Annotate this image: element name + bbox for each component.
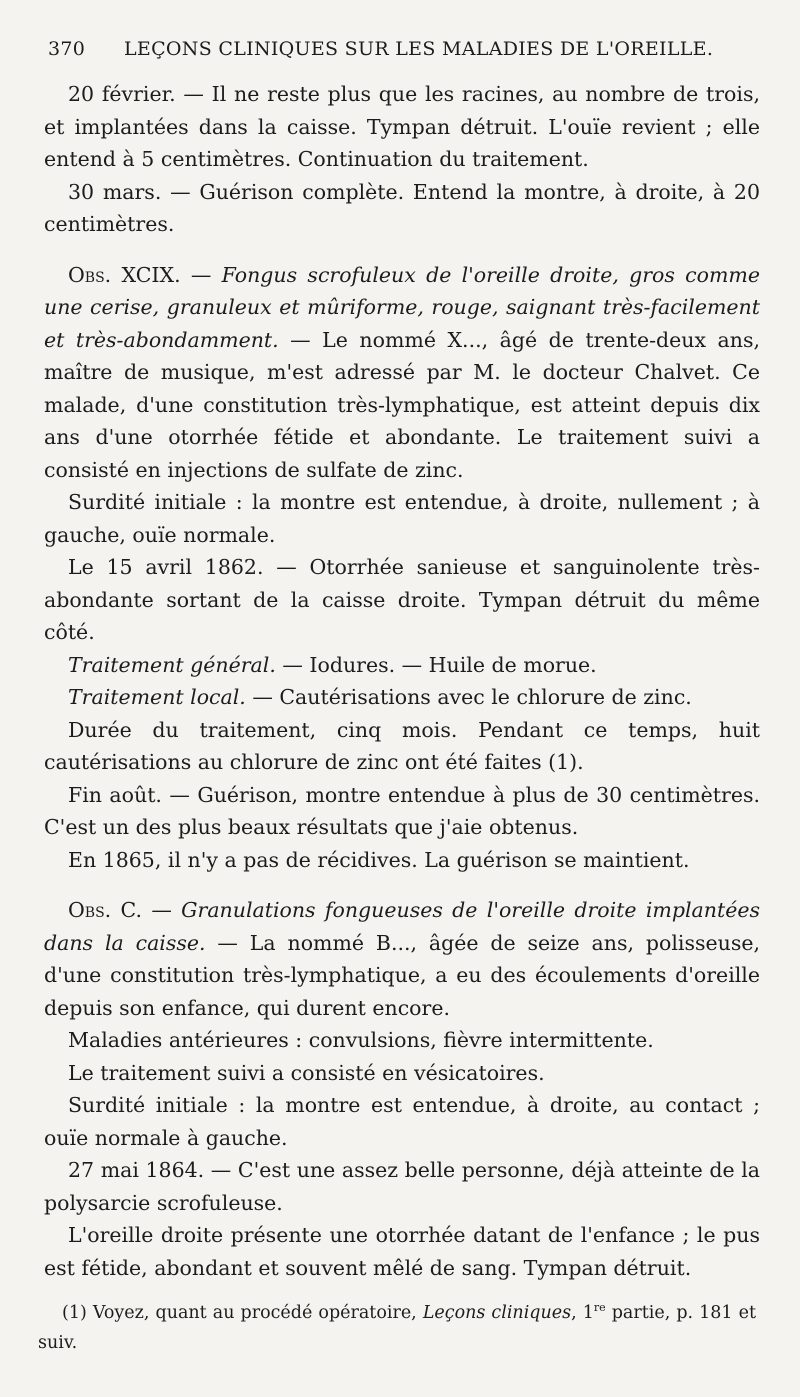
page-body <box>44 78 760 1284</box>
footnote-superscript: re <box>593 1301 606 1315</box>
footnote-text <box>38 1298 756 1358</box>
paragraph: Fin août. — Guérison, montre entendue à plus de 30 centimètres. C'est un des plus beaux résultats que j'aie obtenus. <box>44 782 760 839</box>
paragraph: Surdité initiale : la montre est entendue, à droite, nullement ; à gauche, ouïe normale. <box>44 490 760 547</box>
observation-text: — Le nommé X..., âgé de trente-deux ans, maître de musique, m'est adressé par M. le docteur Chalvet. Ce malade, d'une constitution très-lymphatique, est atteint depuis dix ans d'une otorrhée fétide et abondante. Le traitement suivi a consisté en injections de sulfate de zinc. <box>44 327 760 482</box>
footnote-mid: , 1 <box>571 1303 594 1323</box>
treatment-text: — Cautérisations avec le chlorure de zinc. <box>245 685 692 709</box>
paragraph: Durée du traitement, cinq mois. Pendant ce temps, huit cautérisations au chlorure de zinc ont été faites (1). <box>44 717 760 774</box>
paragraph: L'oreille droite présente une otorrhée datant de l'enfance ; le pus est fétide, abondant et souvent mêlé de sang. Tympan détruit. <box>44 1223 760 1280</box>
paragraph: 27 mai 1864. — C'est une assez belle personne, déjà atteinte de la polysarcie scrofuleuse. <box>44 1158 760 1215</box>
paragraph: En 1865, il n'y a pas de récidives. La guérison se maintient. <box>68 847 690 872</box>
running-title: LEÇONS CLINIQUES SUR LES MALADIES DE L'OREILLE. <box>124 38 714 60</box>
observation-100 <box>44 894 760 1024</box>
observation-title: Granulations fongueuses de l'oreille droite implantées dans la caisse. <box>44 898 760 955</box>
paragraph: 20 février. — Il ne reste plus que les racines, au nombre de trois, et implantées dans la caisse. Tympan détruit. L'ouïe revient ; elle entend à 5 centimètres. Continuation du traitement. <box>44 82 760 171</box>
footnote <box>38 1298 756 1358</box>
footnote-book-title: Leçons cliniques <box>422 1303 572 1323</box>
paragraph: 30 mars. — Guérison complète. Entend la montre, à droite, à 20 centimètres. <box>44 179 760 236</box>
treatment-label: Traitement local. <box>68 685 246 709</box>
paragraph: Surdité initiale : la montre est entendue, à droite, au contact ; ouïe normale à gauche. <box>44 1093 760 1150</box>
treatment-label: Traitement général. <box>68 652 276 677</box>
page-number: 370 <box>48 38 86 60</box>
paragraph: Maladies antérieures : convulsions, fièvre intermittente. <box>68 1028 654 1052</box>
observation-text: — La nommé B..., âgée de seize ans, polisseuse, d'une constitution très-lymphatique, a eu des écoulements d'oreille depuis son enfance, qui durent encore. <box>44 930 760 1020</box>
observation-title: Fongus scrofuleux de l'oreille droite, gros comme une cerise, granuleux et mûriforme, rouge, saignant très-facilement et très-abondamment. <box>44 262 760 352</box>
observation-label: Obs. XCIX. <box>68 262 181 287</box>
paragraph <box>44 649 760 682</box>
treatment-text: — Iodures. — Huile de morue. <box>275 652 597 677</box>
footnote-pre: (1) Voyez, quant au procédé opératoire, <box>62 1303 423 1323</box>
separator: — <box>180 262 222 287</box>
footnote-post: partie, p. 181 et suiv. <box>38 1303 756 1353</box>
paragraph <box>44 681 760 714</box>
observation-label: Obs. C. <box>68 898 142 922</box>
paragraph: Le traitement suivi a consisté en vésicatoires. <box>68 1060 545 1085</box>
separator: — <box>142 898 182 922</box>
paragraph: Le 15 avril 1862. — Otorrhée sanieuse et sanguinolente très-abondante sortant de la caisse droite. Tympan détruit du même côté. <box>44 555 760 644</box>
observation-99 <box>44 259 760 487</box>
